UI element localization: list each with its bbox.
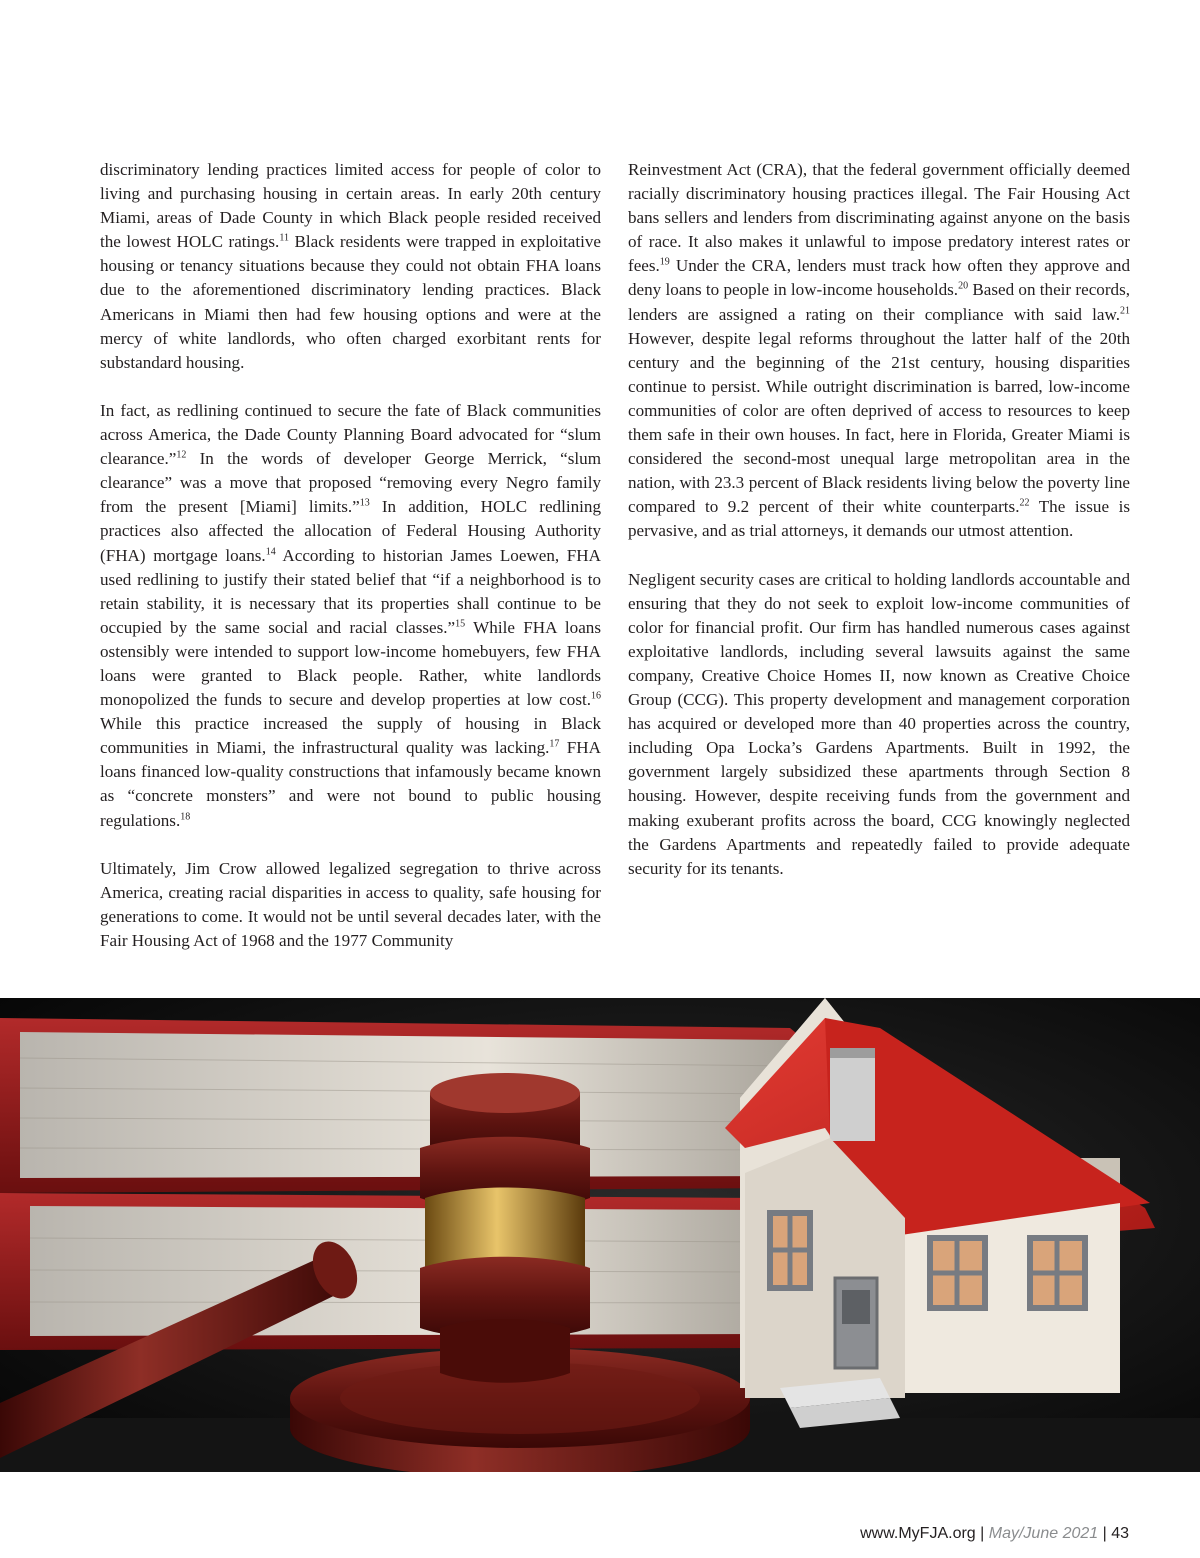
paragraph-text: Under the CRA, lenders must track how often they approve and deny loans to people in low-income households.	[628, 256, 1130, 300]
footnote-ref[interactable]: 21	[1120, 304, 1130, 316]
footnote-ref[interactable]: 16	[591, 690, 601, 702]
page-number: 43	[1111, 1525, 1129, 1542]
paragraph	[100, 399, 601, 833]
paragraph-text: Black residents were trapped in exploitative housing or tenancy situations because they could not obtain FHA loans due to the aforementioned discriminatory lending practices. Black Americans in Miami then had few housing options and were at the mercy of white landlords, who often charged exorbitant rents for substandard housing.	[100, 232, 602, 372]
gavel-house-icon	[0, 998, 1200, 1472]
footnote-ref[interactable]: 18	[180, 810, 191, 822]
paragraph-text: FHA loans financed low-quality constructions that infamously became known as “concrete monsters” and were not bound to public housing regulations.	[100, 738, 601, 830]
paragraph-text: In the words of developer George Merrick, “slum clearance” was a move that proposed “removing every Negro family from the present [Miami] limits.”	[100, 449, 601, 517]
article-body	[100, 158, 1130, 958]
paragraph	[100, 158, 601, 375]
footnote-ref[interactable]: 11	[279, 232, 289, 244]
paragraph-text: However, despite legal reforms throughout the latter half of the 20th century and the beginning of the 21st century, housing disparities continue to persist. While outright discrimination is barred, low-income communities of color are often deprived of access to resources to keep them safe in their own houses. In fact, here in Florida, Greater Miami is considered the second-most unequal large metropolitan area in the nation, with 23.3 percent of Black residents living below the poverty line compared to 9.2 percent of their white counterparts.	[628, 328, 1130, 517]
footer-separator: |	[1098, 1525, 1112, 1542]
paragraph-text: Ultimately, Jim Crow allowed legalized segregation to thrive across America, creating racial disparities in access to quality, safe housing for generations to come. It would not be until several decades later, with the Fair Housing Act of 1968 and the 1977 Community	[100, 858, 601, 950]
website-link[interactable]: www.MyFJA.org	[860, 1525, 976, 1542]
paragraph	[628, 568, 1130, 881]
right-column	[628, 158, 1130, 881]
paragraph-text: Negligent security cases are critical to holding landlords accountable and ensuring that they do not seek to exploit low-income communities of color for financial profit. Our firm has handled numerous cases against exploitative landlords, including several lawsuits against the same company, Creative Choice Homes II, now known as Creative Choice Group (CCG). This property development and management corporation has acquired or developed more than 40 properties across the country, including Opa Locka’s Gardens Apartments. Built in 1992, the government largely subsidized these apartments through Section 8 housing. However, despite receiving funds from the government and making exuberant profits across the board, CCG knowingly neglected the Gardens Apartments and repeatedly failed to provide adequate security for its tenants.	[628, 569, 1130, 878]
paragraph-text: While FHA loans ostensibly were intended to support low-income homebuyers, few FHA loans were granted to Black people. Rather, white landlords monopolized the funds to secure and develop properties at low cost.	[100, 617, 601, 710]
footnote-ref[interactable]: 15	[455, 618, 466, 630]
footer-separator: |	[975, 1525, 989, 1542]
paragraph-text: While this practice increased the supply of housing in Black communities in Miami, the infrastructural quality was lacking.	[100, 714, 601, 758]
paragraph-text: The issue is pervasive, and as trial attorneys, it demands our utmost attention.	[628, 497, 1131, 541]
footnote-ref[interactable]: 19	[659, 256, 670, 268]
paragraph	[628, 158, 1130, 544]
paragraph	[100, 857, 601, 953]
footnote-ref[interactable]: 14	[265, 545, 276, 557]
page-footer	[860, 1525, 1129, 1543]
left-column	[100, 158, 601, 953]
paragraph-text: In addition, HOLC redlining practices also affected the allocation of Federal Housing Authority (FHA) mortgage loans.	[100, 497, 601, 565]
footnote-ref[interactable]: 20	[958, 280, 969, 292]
paragraph-text: discriminatory lending practices limited access for people of color to living and purchasing housing in certain areas. In early 20th century Miami, areas of Dade County in which Black people resided received the lowest HOLC ratings.	[100, 160, 601, 252]
footnote-ref[interactable]: 17	[549, 738, 560, 750]
paragraph-text: In fact, as redlining continued to secure the fate of Black communities across America, the Dade County Planning Board advocated for “slum clearance.”	[100, 400, 601, 469]
paragraph-text: According to historian James Loewen, FHA used redlining to justify their stated belief that “if a neighborhood is to retain stability, it is necessary that its properties shall continue to be occupied by the same social and racial classes.”	[100, 545, 601, 637]
footnote-ref[interactable]: 13	[359, 497, 370, 509]
footnote-ref[interactable]: 12	[176, 449, 187, 461]
paragraph-text: Reinvestment Act (CRA), that the federal government officially deemed racially discriminatory housing practices illegal. The Fair Housing Act bans sellers and lenders from discriminating against anyone on the basis of race. It also makes it unlawful to impose predatory interest rates or fees.	[628, 160, 1130, 276]
footnote-ref[interactable]: 22	[1019, 497, 1030, 509]
paragraph-text: Based on their records, lenders are assigned a rating on their compliance with said law.	[628, 280, 1130, 324]
gavel-books-house-photo	[0, 998, 1200, 1472]
issue-date: May/June 2021	[988, 1525, 1099, 1542]
